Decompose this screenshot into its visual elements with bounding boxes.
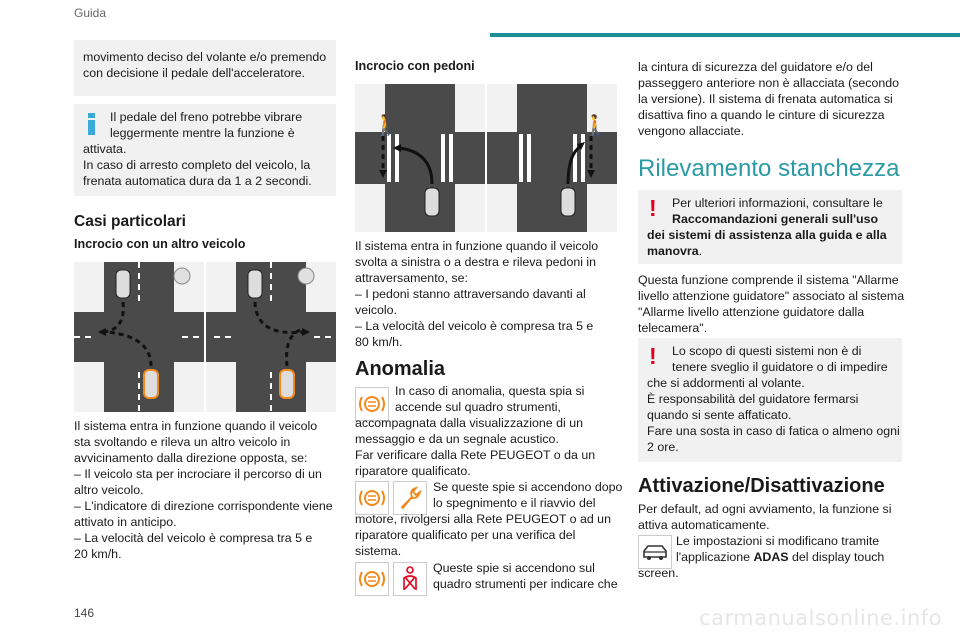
text-line: attiva automaticamente. <box>638 518 770 532</box>
text-line: frenata automatica dura da 1 a 2 secondi. <box>83 174 312 188</box>
text-line: screen. <box>638 566 679 580</box>
text-line: attraversamento, se: <box>355 271 468 285</box>
text-line: In caso di anomalia, questa spia si <box>395 384 585 398</box>
text-line: Il pedale del freno potrebbe vibrare <box>110 110 303 124</box>
info-box-brake <box>74 104 336 196</box>
text-line: messaggio e da un segnale acustico. <box>355 432 559 446</box>
illustration-crossing-vehicle <box>74 262 336 412</box>
text-line: È responsabilità del guidatore fermarsi <box>647 392 859 406</box>
header-section-title: Guida <box>74 6 107 20</box>
text-line: 80 km/h. <box>355 335 403 349</box>
text-bold: manovra <box>647 244 699 258</box>
seatbelt-crossed-icon <box>393 562 427 596</box>
text-line: livello attenzione guidatore" associato al sistema <box>638 289 905 303</box>
text-line: passeggero anteriore non è allacciata (secondo <box>638 76 900 90</box>
paragraph-pedestrian-crossing <box>355 238 598 350</box>
warning-icon: ! <box>649 343 657 369</box>
paragraph-seatbelt-continuation <box>638 59 899 139</box>
header-accent-bar <box>490 33 960 37</box>
text-line: avvicinamento dalla direzione opposta, se: <box>74 451 308 465</box>
text-line: la cintura di sicurezza del guidatore e/o del <box>638 60 873 74</box>
text-line: Questa funzione comprende il sistema "Allarme <box>638 273 899 287</box>
text-line: – La velocità del veicolo è compresa tra 5 e <box>355 319 594 333</box>
text-line: Il sistema entra in funzione quando il veicolo <box>355 239 599 253</box>
text-line: Per default, ad ogni avviamento, la funzione si <box>638 502 892 516</box>
text-line: – La velocità del veicolo è compresa tra 5 e <box>74 531 313 545</box>
heading-rilevamento-stanchezza: Rilevamento stanchezza <box>638 155 900 182</box>
text-line: – L'indicatore di direzione corrispondente viene <box>74 499 333 513</box>
text-line: In caso di arresto completo del veicolo, la <box>83 158 311 172</box>
wrench-service-icon <box>393 481 427 515</box>
text-line: Far verificare dalla Rete PEUGEOT o da un <box>355 448 596 462</box>
text-line: Le impostazioni si modificano tramite <box>676 534 880 548</box>
aeb-warning-lamp-icon <box>355 481 389 515</box>
text-line: movimento deciso del volante e/o premendo <box>83 50 327 64</box>
info-icon <box>87 113 96 135</box>
heading-anomalia: Anomalia <box>355 358 446 380</box>
text-line: sta svoltando e rileva un altro veicolo in <box>74 435 291 449</box>
car-settings-icon <box>638 535 672 569</box>
text-line: 20 km/h. <box>74 547 122 561</box>
text-line: Lo scopo di questi sistemi non è di <box>672 344 862 358</box>
text-line: – Il veicolo sta per incrociare il percorso di un <box>74 467 322 481</box>
heading-incrocio-veicolo: Incrocio con un altro veicolo <box>74 237 246 251</box>
text-line: Fare una sosta in caso di fatica o almeno ogni <box>647 424 900 438</box>
text-line: quando si sente affaticato. <box>647 408 792 422</box>
text-line: che si addormenti al volante. <box>647 376 805 390</box>
text-line: telecamera". <box>638 321 708 335</box>
text-line: lo spegnimento e il riavvio del <box>433 496 596 510</box>
footer-watermark: carmanualsonline.info <box>699 606 942 630</box>
text-inline: . <box>698 244 703 258</box>
paragraph-function <box>638 272 904 336</box>
text-line: la versione). Il sistema di frenata automatica si <box>638 92 893 106</box>
text-line: disattiva fino a quando le cinture di sicurezza <box>638 108 885 122</box>
text-line: riparatore qualificato. <box>355 464 471 478</box>
text-line: "Allarme livello attenzione guidatore dalla <box>638 305 865 319</box>
aeb-warning-lamp-icon <box>355 562 389 596</box>
text-line: – I pedoni stanno attraversando davanti al <box>355 287 586 301</box>
text-line: 2 ore. <box>647 440 679 454</box>
text-line: veicolo. <box>355 303 398 317</box>
svg-text:🚶: 🚶 <box>583 115 608 137</box>
text-line: con decisione il pedale dell'acceleratore. <box>83 66 306 80</box>
text-inline: del display touch <box>788 550 885 564</box>
text-line: Queste spie si accendono sul <box>433 561 595 575</box>
text-line: attivato in anticipo. <box>74 515 177 529</box>
warning-box-info <box>638 190 902 264</box>
text-line: Raccomandazioni generali sull'uso <box>672 212 879 226</box>
warning-icon: ! <box>649 195 657 221</box>
text-line: tenere sveglio il guidatore o di impedire <box>672 360 888 374</box>
warning-box-fatigue <box>638 338 902 462</box>
text-bold-adas: ADAS <box>753 550 789 564</box>
paragraph-default <box>638 501 891 533</box>
text-line: motore, rivolgersi alla Rete PEUGEOT o ad un <box>355 512 611 526</box>
text-line: vengono allacciate. <box>638 124 745 138</box>
text-line: accompagnata dalla visualizzazione di un <box>355 416 583 430</box>
info-box-continuation <box>74 40 336 96</box>
svg-text:🚶: 🚶 <box>373 115 398 137</box>
text-line: altro veicolo. <box>74 483 144 497</box>
illustration-crossing-pedestrians <box>355 84 617 232</box>
text-line: attivata. <box>83 142 127 156</box>
heading-casi-particolari: Casi particolari <box>74 213 186 230</box>
text-line: quadro strumenti per indicare che <box>433 577 618 591</box>
paragraph-vehicle-crossing <box>74 418 333 562</box>
text-inline: l'applicazione <box>676 550 754 564</box>
heading-incrocio-pedoni: Incrocio con pedoni <box>355 59 475 73</box>
text-line: accende sul quadro strumenti, <box>395 400 561 414</box>
text-line: svolta a sinistra o a destra e rileva pedoni in <box>355 255 597 269</box>
page-number: 146 <box>74 606 95 620</box>
text-line: dei sistemi di assistenza alla guida e alla <box>647 228 887 242</box>
text-line: Se queste spie si accendono dopo <box>433 480 623 494</box>
text-line: Per ulteriori informazioni, consultare le <box>672 196 883 210</box>
text-line: Il sistema entra in funzione quando il veicolo <box>74 419 318 433</box>
heading-attivazione: Attivazione/Disattivazione <box>638 475 885 497</box>
text-line: sistema. <box>355 544 402 558</box>
text-line: leggermente mentre la funzione è <box>110 126 295 140</box>
text-line: riparatore qualificato per una verifica del <box>355 528 576 542</box>
